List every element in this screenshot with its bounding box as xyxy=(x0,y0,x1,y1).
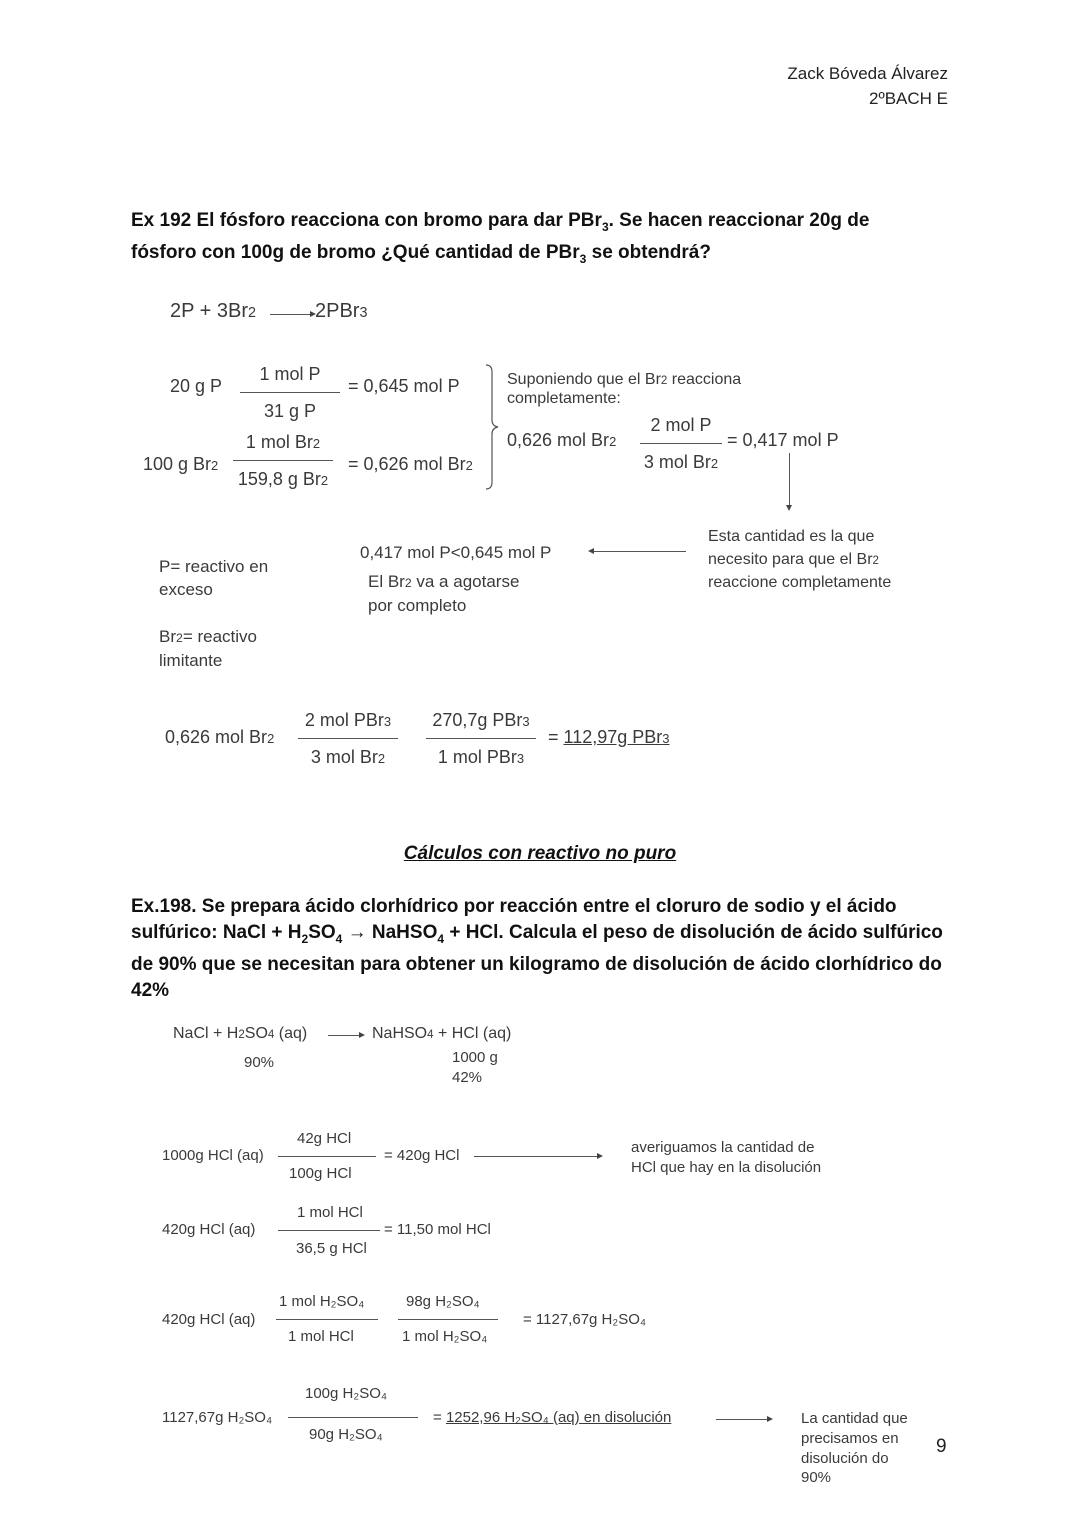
h2so4-percent: 90% xyxy=(244,1054,275,1071)
limiting-line2: limitante xyxy=(159,651,223,670)
assumption-given xyxy=(507,430,616,451)
text: + HCl (aq) xyxy=(433,1025,512,1042)
numerator xyxy=(246,432,320,453)
subscript: 2 xyxy=(377,751,386,766)
calc-p-given: 20 g P xyxy=(170,376,223,396)
hcl-percent: 42% xyxy=(452,1069,483,1086)
text: 159,8 g Br xyxy=(237,469,321,489)
step3-f2-numerator: 98g H₂SO₄ xyxy=(406,1293,480,1310)
subscript: 2 xyxy=(465,458,473,473)
reaction-arrow-line xyxy=(270,314,312,315)
text: 270,7g PBr xyxy=(432,710,523,730)
note-needed-line1: Esta cantidad es la que xyxy=(708,528,875,545)
step2-result: = 11,50 mol HCl xyxy=(384,1221,491,1238)
fraction-bar xyxy=(278,1156,376,1157)
right-arrow-icon xyxy=(767,1416,773,1422)
curly-brace-icon xyxy=(484,364,500,490)
step4-note-line2: precisamos en xyxy=(801,1430,899,1447)
subscript: 2 xyxy=(710,456,719,471)
subscript: 2 xyxy=(660,375,668,387)
text: = xyxy=(433,1409,446,1426)
question-text: Ex.198. Se prepara ácido clorhídrico por reacción entre el cloruro de sodio y el ácido sulfúrico: NaCl + H xyxy=(131,896,897,943)
text: = 0,626 mol Br xyxy=(348,454,466,474)
text: 0,626 mol Br xyxy=(507,430,610,450)
reaction-arrow-line xyxy=(328,1035,360,1036)
final-result xyxy=(548,727,669,748)
final-fraction-1 xyxy=(298,710,398,768)
calc-p-fraction xyxy=(240,364,340,422)
class-label: 2ºBACH E xyxy=(869,89,948,108)
subscript: 2 xyxy=(248,305,257,321)
fraction-bar xyxy=(276,1319,378,1320)
excess-line2: exceso xyxy=(159,580,213,599)
subscript: 2 xyxy=(312,436,321,451)
left-arrow-line xyxy=(594,551,686,552)
ex198-equation-left xyxy=(173,1025,307,1043)
final-fraction-2 xyxy=(426,710,536,768)
fraction-bar xyxy=(233,460,333,461)
step3-given: 420g HCl (aq) xyxy=(162,1311,256,1328)
left-arrow-icon xyxy=(588,548,594,554)
step4-note-line1: La cantidad que xyxy=(801,1410,908,1427)
final-result-value xyxy=(564,727,670,747)
denominator: 31 g P xyxy=(263,401,317,421)
subscript: 2 xyxy=(238,1029,245,1041)
numerator: 1 mol P xyxy=(259,364,321,384)
right-arrow-line xyxy=(474,1156,598,1157)
subscript: 4 xyxy=(427,1029,434,1041)
step4-note-line4: 90% xyxy=(801,1469,832,1486)
step4-result xyxy=(433,1409,671,1426)
fraction-bar xyxy=(426,738,536,739)
text: = xyxy=(548,727,564,747)
step4-given: 1127,67g H₂SO₄ xyxy=(162,1409,273,1426)
step2-numerator: 1 mol HCl xyxy=(297,1204,363,1221)
subscript: 2 xyxy=(872,555,879,567)
text: 1 mol Br xyxy=(245,432,313,452)
step3-result: = 1127,67g H₂SO₄ xyxy=(523,1311,646,1328)
subscript: 4 xyxy=(437,931,445,946)
step3-f2-denominator: 1 mol H₂SO₄ xyxy=(402,1328,488,1345)
calc-br2-given xyxy=(143,454,218,475)
assumption-result: = 0,417 mol P xyxy=(727,430,839,450)
fraction-bar xyxy=(288,1417,418,1418)
subscript: 4 xyxy=(335,931,343,946)
step3-f1-numerator: 1 mol H₂SO₄ xyxy=(279,1293,365,1310)
text: 0,626 mol Br xyxy=(165,727,268,747)
step4-result-value: 1252,96 H₂SO₄ (aq) en disolución xyxy=(445,1409,672,1426)
fraction-bar xyxy=(298,738,398,739)
text: NaCl + H xyxy=(173,1025,239,1042)
subscript: 4 xyxy=(267,1029,275,1041)
text: 1 mol PBr xyxy=(437,747,517,767)
ex198-equation-right xyxy=(372,1025,511,1043)
text: (aq) xyxy=(274,1025,308,1042)
right-arrow-icon xyxy=(597,1153,603,1159)
numerator xyxy=(432,710,529,731)
ex198-question xyxy=(131,894,946,1004)
limiting-line1 xyxy=(159,627,257,647)
text: 3 mol Br xyxy=(310,747,378,767)
excess-line1: P= reactivo en xyxy=(159,557,269,576)
calc-br2-result xyxy=(348,454,473,475)
down-arrow-line xyxy=(789,453,790,505)
text: NaHSO xyxy=(372,1025,428,1042)
fraction-bar xyxy=(398,1319,498,1320)
subscript: 2 xyxy=(609,434,617,449)
text: 2 mol PBr xyxy=(304,710,384,730)
equation-text: 2P + 3Br xyxy=(170,300,249,322)
subscript: 2 xyxy=(301,931,309,946)
denominator xyxy=(644,452,718,473)
step2-denominator: 36,5 g HCl xyxy=(296,1240,367,1257)
question-text: + HCl. Calcula el peso de disolución de ácido sulfúrico de 90% que se necesitan para obtener un kilogramo de disolución de ácido clorhídrico do 42% xyxy=(131,922,943,1001)
text: SO xyxy=(244,1025,268,1042)
text: 112,97g PBr xyxy=(563,727,663,747)
text: Br xyxy=(159,627,176,646)
final-given xyxy=(165,727,274,748)
author-name: Zack Bóveda Álvarez xyxy=(787,64,948,83)
subscript: 3 xyxy=(601,219,609,234)
step1-result: = 420g HCl xyxy=(384,1147,460,1164)
ex192-equation-right xyxy=(315,300,367,323)
subscript: 2 xyxy=(211,458,219,473)
fraction-bar xyxy=(278,1230,380,1231)
step1-given: 1000g HCl (aq) xyxy=(162,1147,264,1164)
question-text: se obtendrá? xyxy=(586,241,711,263)
denominator xyxy=(438,747,524,768)
calc-br2-fraction xyxy=(233,432,333,490)
question-text: Ex 192 El fósforo reacciona con bromo para dar PBr xyxy=(131,210,602,231)
ex192-question xyxy=(131,208,931,272)
subscript: 2 xyxy=(267,731,275,746)
hcl-mass: 1000 g xyxy=(452,1049,498,1066)
text: 100 g Br xyxy=(143,454,212,474)
note-needed-line2 xyxy=(708,551,879,569)
question-text: SO xyxy=(308,922,336,943)
subscript: 3 xyxy=(516,751,525,766)
step4-note-line3: disolución do xyxy=(801,1450,889,1467)
subscript: 3 xyxy=(662,731,670,746)
subscript: 3 xyxy=(522,714,530,729)
section-title: Cálculos con reactivo no puro xyxy=(403,843,677,864)
text: va a agotarse xyxy=(411,572,520,591)
down-arrow-icon xyxy=(786,505,792,511)
step4-denominator: 90g H₂SO₄ xyxy=(309,1426,383,1443)
question-text: → NaHSO xyxy=(342,922,438,943)
denominator xyxy=(311,747,385,768)
comparison-line3: por completo xyxy=(368,596,467,615)
assumption-line2: completamente: xyxy=(507,390,621,407)
comparison-line1: 0,417 mol P<0,645 mol P xyxy=(360,543,552,562)
fraction-bar xyxy=(240,392,340,393)
text: = reactivo xyxy=(182,627,257,646)
text: 3 mol Br xyxy=(643,452,711,472)
numerator xyxy=(305,710,391,731)
text: Suponiendo que el Br xyxy=(507,371,661,388)
ex192-equation-left xyxy=(170,300,256,323)
calc-p-result: = 0,645 mol P xyxy=(348,376,460,396)
denominator xyxy=(238,469,328,490)
step1-numerator: 42g HCl xyxy=(297,1130,352,1147)
equation-text: 2PBr xyxy=(315,300,360,322)
page-number: 9 xyxy=(936,1436,947,1457)
subscript: 3 xyxy=(579,251,587,266)
numerator: 2 mol P xyxy=(650,415,712,435)
subscript: 2 xyxy=(176,631,183,645)
step4-numerator: 100g H₂SO₄ xyxy=(305,1385,387,1402)
assumption-fraction xyxy=(640,415,722,473)
step1-note-line1: averiguamos la cantidad de xyxy=(631,1139,815,1156)
subscript: 3 xyxy=(359,305,368,321)
subscript: 2 xyxy=(404,576,412,590)
text: reacciona xyxy=(667,371,742,388)
comparison-line2 xyxy=(368,572,519,592)
step1-note-line2: HCl que hay en la disolución xyxy=(631,1159,822,1176)
right-arrow-line xyxy=(716,1419,768,1420)
step3-f1-denominator: 1 mol HCl xyxy=(288,1328,354,1345)
subscript: 2 xyxy=(320,473,329,488)
question-text: . Se hacen reaccionar 20g de fósforo con 100g de bromo ¿Qué cantidad de PBr xyxy=(131,210,870,263)
reaction-arrow-icon xyxy=(359,1032,365,1038)
step1-denominator: 100g HCl xyxy=(289,1165,352,1182)
text: necesito para que el Br xyxy=(708,551,873,568)
note-needed-line3: reaccione completamente xyxy=(708,574,892,591)
step2-given: 420g HCl (aq) xyxy=(162,1221,256,1238)
fraction-bar xyxy=(640,443,722,444)
text: El Br xyxy=(368,572,405,591)
assumption-line1 xyxy=(507,368,741,389)
subscript: 3 xyxy=(383,714,392,729)
